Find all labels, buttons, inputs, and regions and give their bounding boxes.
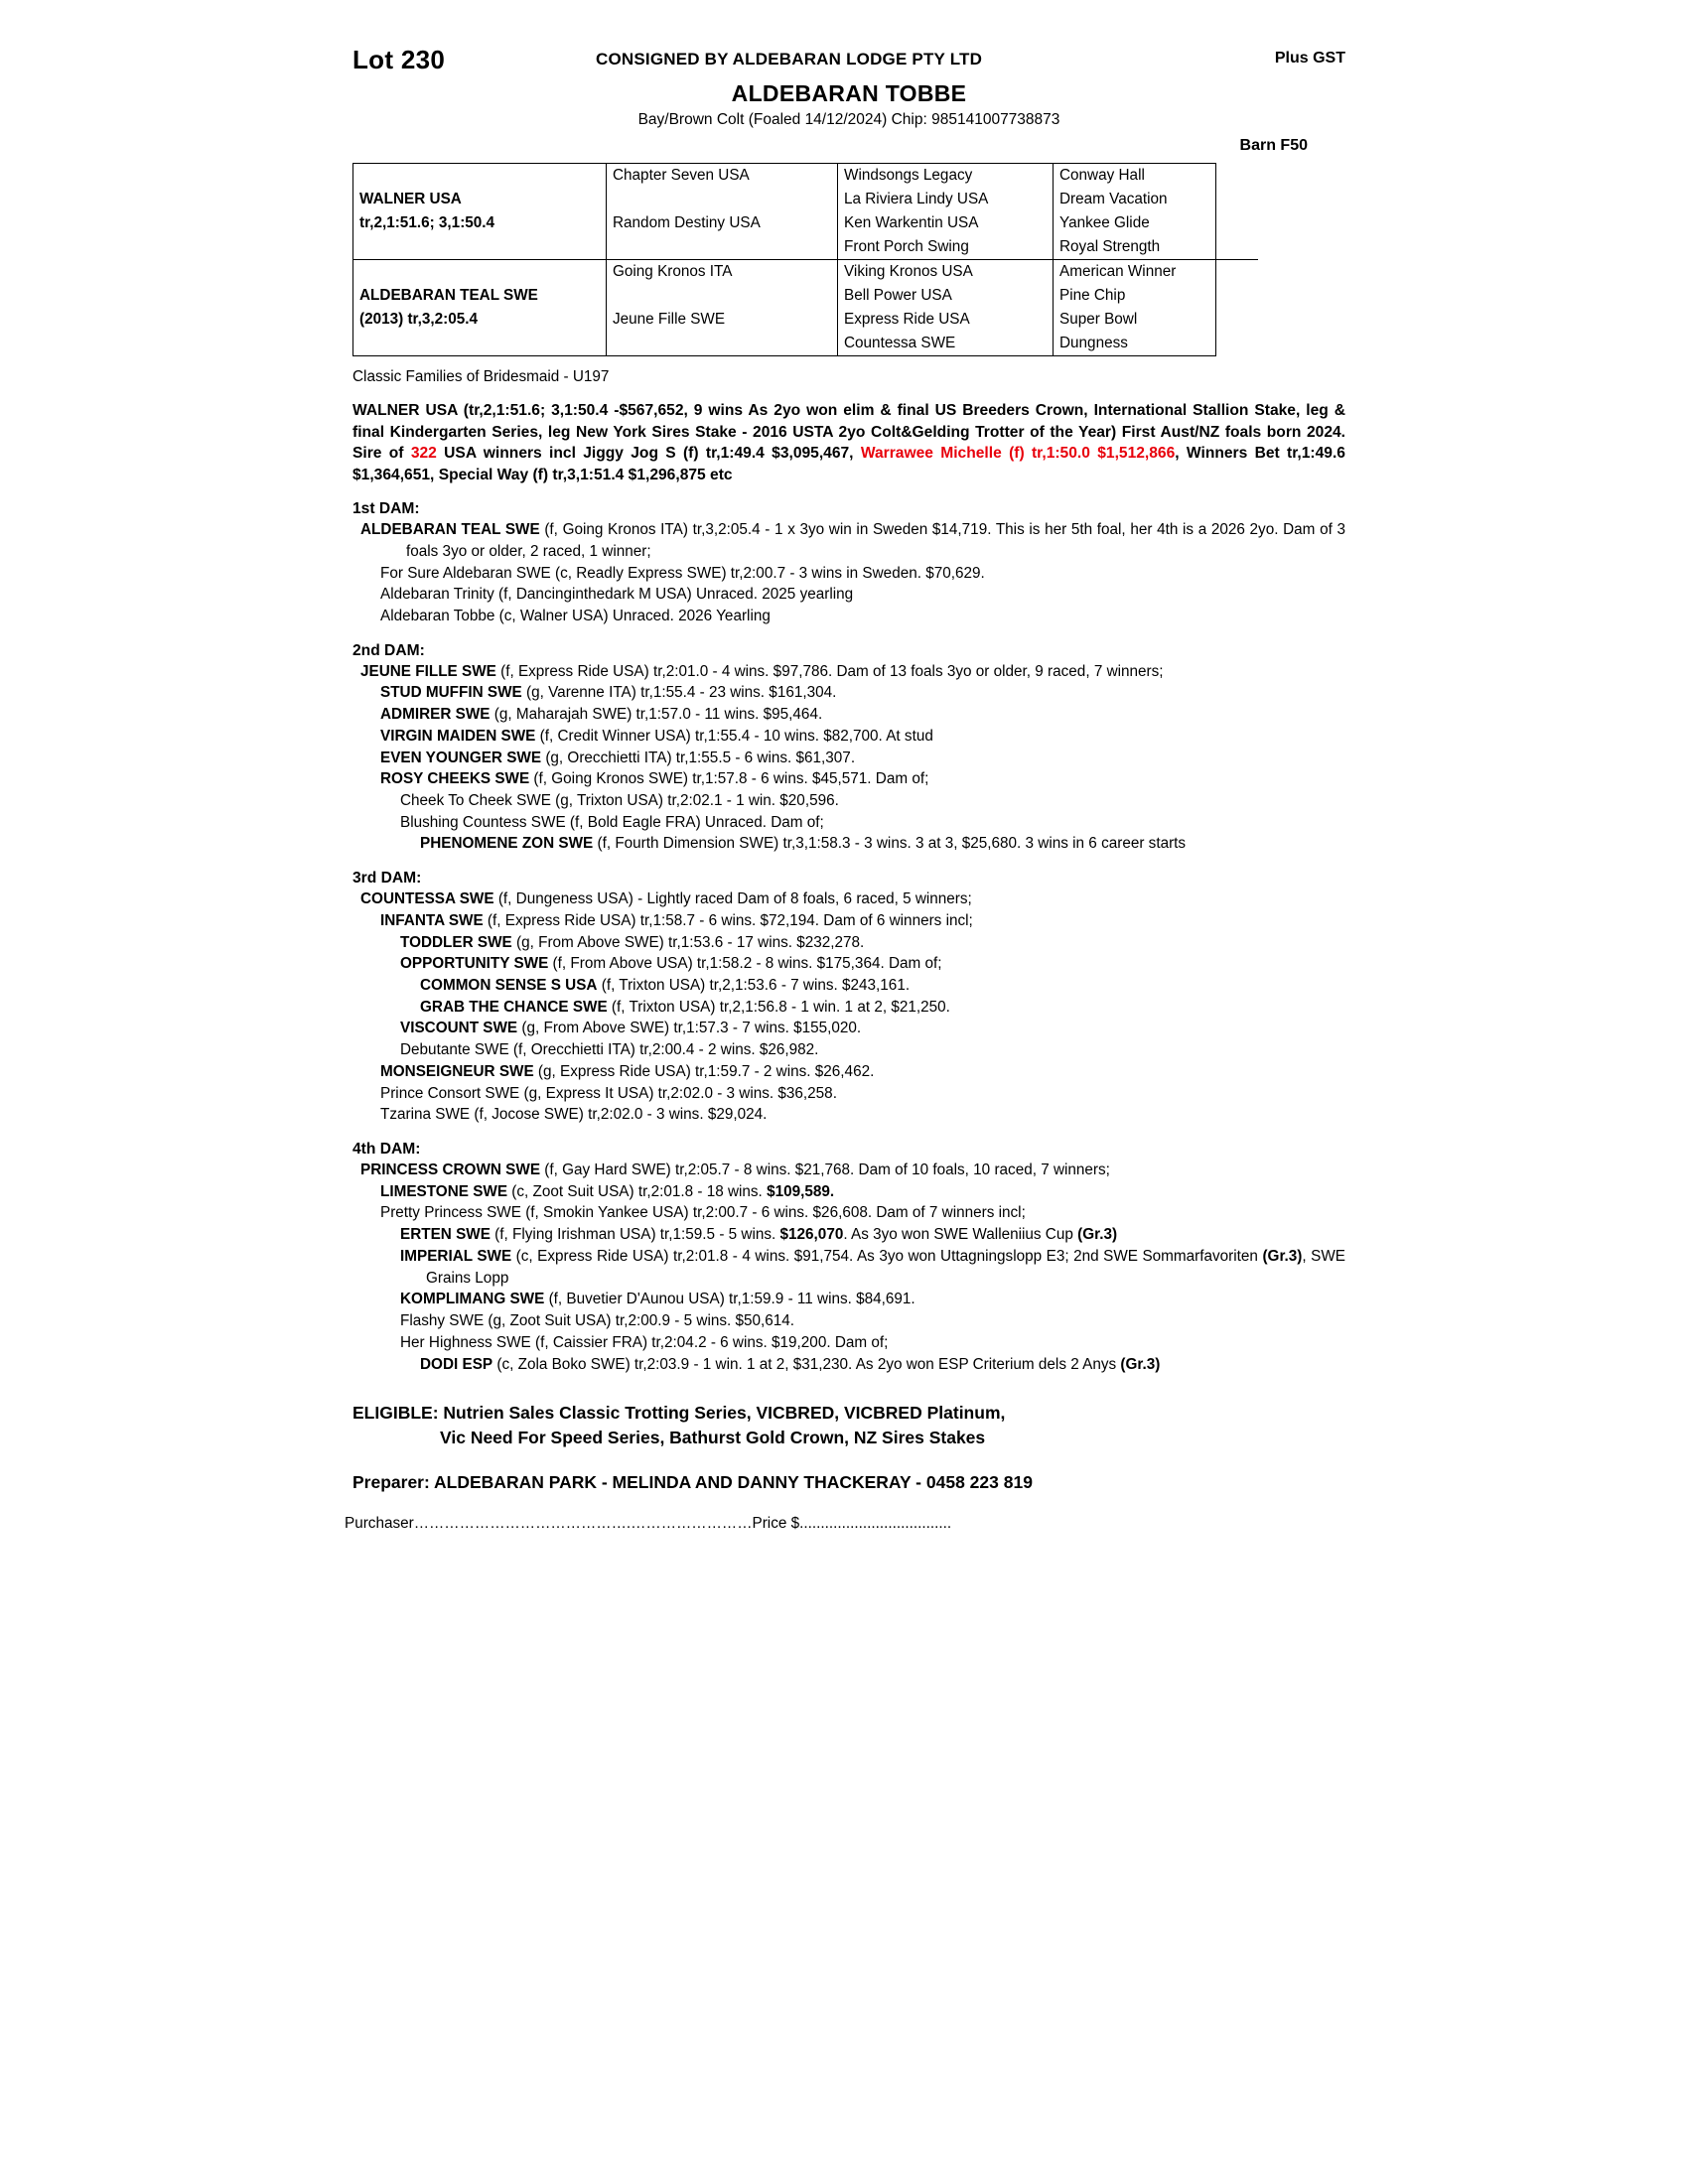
pedigree-gen4: Pine Chip <box>1059 287 1126 304</box>
pedigree-entry-name: PHENOMENE ZON SWE <box>420 835 594 853</box>
pedigree-entry <box>400 812 1345 834</box>
horse-description: Bay/Brown Colt (Foaled 14/12/2024) Chip: 985141007738873 <box>637 111 1060 128</box>
pedigree-entry-detail: (g, Orecchietti ITA) tr,1:55.5 - 6 wins. $61,307. <box>541 749 856 766</box>
pedigree-entry-name: KOMPLIMANG SWE <box>400 1291 545 1308</box>
pedigree-gen3: Countessa SWE <box>838 332 1054 355</box>
pedigree-row <box>353 308 1258 332</box>
pedigree-entry <box>380 1061 1345 1083</box>
eligible-line-2: Vic Need For Speed Series, Bathurst Gold Crown, NZ Sires Stakes <box>440 1428 986 1448</box>
pedigree-entry-detail: (g, Maharajah SWE) tr,1:57.0 - 11 wins. $95,464. <box>490 706 823 724</box>
preparer-line: Preparer: ALDEBARAN PARK - MELINDA AND DANNY THACKERAY - 0458 223 819 <box>352 1471 1033 1492</box>
pedigree-gen1: ALDEBARAN TEAL SWE <box>353 284 607 308</box>
purchaser-line: Purchaser…………………………………….……………………Price $.................................... <box>345 1514 952 1532</box>
dam-heading: 4th DAM: <box>352 1141 421 1159</box>
pedigree-entry-detail: (f, Trixton USA) tr,2,1:53.6 - 7 wins. $243,161. <box>597 977 911 994</box>
lot-number: Lot 230 <box>352 45 446 74</box>
eligible-block <box>352 1401 1345 1450</box>
pedigree-entry <box>400 1018 1345 1039</box>
pedigree-gen1 <box>353 235 607 260</box>
pedigree-entry-name: JEUNE FILLE SWE <box>360 662 496 680</box>
pedigree-entry <box>360 1160 1345 1181</box>
pedigree-entry-name: TODDLER SWE <box>400 933 512 951</box>
dam-heading: 1st DAM: <box>352 500 420 518</box>
pedigree-entry-detail: Tzarina SWE (f, Jocose SWE) tr,2:02.0 - 3 wins. $29,024. <box>380 1106 768 1124</box>
pedigree-gen3: Bell Power USA <box>838 284 1054 308</box>
pedigree-entry <box>400 953 1345 975</box>
pedigree-entry <box>380 1202 1345 1224</box>
pedigree-entry-detail: (f, From Above USA) tr,1:58.2 - 8 wins. $175,364. Dam of; <box>548 955 942 973</box>
pedigree-gen2: Chapter Seven USA <box>607 164 838 188</box>
pedigree-entry <box>400 932 1345 954</box>
pedigree-entry <box>420 997 1345 1019</box>
pedigree-entry-detail: (g, Varenne ITA) tr,1:55.4 - 23 wins. $161,304. <box>521 684 837 702</box>
pedigree-gen3: Ken Warkentin USA <box>838 211 1054 235</box>
pedigree-entry <box>380 748 1345 769</box>
pedigree-entry-detail: (f, Going Kronos SWE) tr,1:57.8 - 6 wins. $45,571. Dam of; <box>529 770 929 788</box>
pedigree-gen3: Express Ride USA <box>838 308 1054 332</box>
sire-text-2: USA winners incl Jiggy Jog S (f) tr,1:49.4 $3,095,467, <box>436 445 861 463</box>
sire-count-highlight: 322 <box>410 445 437 463</box>
pedigree-gen4: Super Bowl <box>1059 311 1138 328</box>
barn-label: Barn F50 <box>1239 137 1308 154</box>
pedigree-entry-name: LIMESTONE SWE <box>380 1182 508 1200</box>
pedigree-entry-name: COMMON SENSE S USA <box>420 977 598 994</box>
pedigree-entry-detail: (c, Express Ride USA) tr,2:01.8 - 4 wins. $91,754. As 3yo won Uttagningslopp E3; 2nd SWE Sommarfavoriten (Gr.3), SWE Grains Lopp <box>426 1247 1346 1287</box>
pedigree-gen1 <box>353 164 607 188</box>
pedigree-entry-detail: Pretty Princess SWE (f, Smokin Yankee USA) tr,2:00.7 - 6 wins. $26,608. Dam of 7 winners incl; <box>380 1204 1026 1222</box>
pedigree-entry <box>400 1289 1345 1310</box>
pedigree-gen4: Conway Hall <box>1059 167 1145 184</box>
plus-gst-label: Plus GST <box>1274 50 1345 67</box>
pedigree-entry <box>380 563 1345 585</box>
pedigree-entry-name: ALDEBARAN TEAL SWE <box>360 521 540 539</box>
pedigree-entry-detail: (c, Zola Boko SWE) tr,2:03.9 - 1 win. 1 at 2, $31,230. As 2yo won ESP Criterium dels 2 Anys (Gr.3) <box>492 1355 1161 1373</box>
header <box>352 45 1345 78</box>
pedigree-entry-name: STUD MUFFIN SWE <box>380 684 522 702</box>
pedigree-entry-detail: (f, Going Kronos ITA) tr,3,2:05.4 - 1 x 3yo win in Sweden $14,719. This is her 5th foal, her 4th is a 2026 2yo. Dam of 3 foals 3yo or older, 2 raced, 1 winner; <box>406 521 1345 560</box>
pedigree-entry-detail: (g, From Above SWE) tr,1:53.6 - 17 wins. $232,278. <box>511 933 865 951</box>
pedigree-entry-detail: (f, Express Ride USA) tr,1:58.7 - 6 wins. $72,194. Dam of 6 winners incl; <box>483 911 973 929</box>
pedigree-gen4: Dungness <box>1059 335 1128 351</box>
pedigree-entry <box>400 1246 1345 1289</box>
pedigree-entry-name: ROSY CHEEKS SWE <box>380 770 530 788</box>
pedigree-entry-name: INFANTA SWE <box>380 911 484 929</box>
pedigree-entry-name: PRINCESS CROWN SWE <box>360 1161 541 1179</box>
pedigree-gen2: Random Destiny USA <box>607 211 838 235</box>
pedigree-entry-name: COUNTESSA SWE <box>360 890 494 908</box>
pedigree-entry <box>380 1104 1345 1126</box>
catalogue-sheet <box>345 45 1346 1533</box>
pedigree-row <box>353 284 1258 308</box>
pedigree-entry-detail: (c, Zoot Suit USA) tr,2:01.8 - 18 wins. <box>507 1182 768 1200</box>
pedigree-gen4: Yankee Glide <box>1059 214 1150 231</box>
pedigree-row <box>353 188 1258 211</box>
pedigree-entry-name: EVEN YOUNGER SWE <box>380 749 542 766</box>
pedigree-entry-detail: (f, Dungeness USA) - Lightly raced Dam of 8 foals, 6 raced, 5 winners; <box>493 890 972 908</box>
pedigree-entry-name: MONSEIGNEUR SWE <box>380 1062 534 1080</box>
pedigree-entry-detail: Aldebaran Trinity (f, Dancinginthedark M USA) Unraced. 2025 yearling <box>380 586 854 604</box>
pedigree-entry <box>400 790 1345 812</box>
pedigree-entry <box>360 661 1345 683</box>
pedigree-gen1 <box>353 260 607 285</box>
dam-heading: 3rd DAM: <box>352 870 422 887</box>
pedigree-entry <box>380 768 1345 790</box>
pedigree-entry-detail: (g, From Above SWE) tr,1:57.3 - 7 wins. $155,020. <box>517 1020 862 1037</box>
pedigree-entry-detail: (f, Express Ride USA) tr,2:01.0 - 4 wins. $97,786. Dam of 13 foals 3yo or older, 9 raced, 7 winners; <box>495 662 1164 680</box>
pedigree-entry-name: VIRGIN MAIDEN SWE <box>380 727 536 745</box>
pedigree-entry-detail: Flashy SWE (g, Zoot Suit USA) tr,2:00.9 - 5 wins. $50,614. <box>400 1312 795 1330</box>
pedigree-entry <box>380 606 1345 627</box>
pedigree-entry <box>380 1083 1345 1105</box>
pedigree-entry-name: VISCOUNT SWE <box>400 1020 518 1037</box>
pedigree-entry-detail: Blushing Countess SWE (f, Bold Eagle FRA) Unraced. Dam of; <box>400 813 824 831</box>
pedigree-row <box>353 164 1258 188</box>
pedigree-entry-detail: Prince Consort SWE (g, Express It USA) tr,2:02.0 - 3 wins. $36,258. <box>380 1084 837 1102</box>
pedigree-gen2 <box>607 332 838 355</box>
classic-families: Classic Families of Bridesmaid - U197 <box>352 368 610 385</box>
pedigree-entry-detail: Cheek To Cheek SWE (g, Trixton USA) tr,2:02.1 - 1 win. $20,596. <box>400 791 839 809</box>
pedigree-gen1 <box>353 332 607 355</box>
pedigree-entry-earnings: $109,589. <box>767 1182 835 1200</box>
pedigree-entry-name: OPPORTUNITY SWE <box>400 955 549 973</box>
pedigree-entry-detail: (f, Credit Winner USA) tr,1:55.4 - 10 wins. $82,700. At stud <box>535 727 933 745</box>
pedigree-gen4: Dream Vacation <box>1059 191 1168 207</box>
pedigree-entry <box>420 833 1345 855</box>
pedigree-entry <box>400 1224 1345 1246</box>
pedigree-entry-detail: (f, Flying Irishman USA) tr,1:59.5 - 5 wins. $126,070. As 3yo won SWE Walleniius Cup (Gr.3) <box>490 1226 1118 1244</box>
pedigree-entry-detail: (f, Fourth Dimension SWE) tr,3,1:58.3 - 3 wins. 3 at 3, $25,680. 3 wins in 6 career starts <box>593 835 1187 853</box>
dam-sections <box>352 500 1345 1375</box>
sire-text-1: WALNER USA (tr,2,1:51.6; 3,1:50.4 -$567,652, 9 wins As 2yo won elim & final US Breeders Crown, International Stallion Stake, leg & final Kindergarten Series, leg New York Sires Stake - 2016 USTA 2yo Colt&Gelding Trotter of the Year) First Aust/NZ foals born 2024. Sire of <box>352 402 1345 463</box>
pedigree-gen4: American Winner <box>1059 263 1177 280</box>
pedigree-gen3: Viking Kronos USA <box>838 260 1054 285</box>
pedigree-entry-name: GRAB THE CHANCE SWE <box>420 998 608 1016</box>
pedigree-gen2: Going Kronos ITA <box>607 260 838 285</box>
consignor-line: CONSIGNED BY ALDEBARAN LODGE PTY LTD <box>596 50 983 68</box>
pedigree-gen2 <box>607 235 838 260</box>
pedigree-gen3: Front Porch Swing <box>838 235 1054 260</box>
pedigree-gen2 <box>607 188 838 211</box>
pedigree-entry <box>360 888 1345 910</box>
pedigree-gen2 <box>607 284 838 308</box>
pedigree-gen3: La Riviera Lindy USA <box>838 188 1054 211</box>
pedigree-row <box>353 260 1258 285</box>
pedigree-gen1: tr,2,1:51.6; 3,1:50.4 <box>353 211 607 235</box>
pedigree-entry-detail: (f, Buvetier D'Aunou USA) tr,1:59.9 - 11 wins. $84,691. <box>544 1291 915 1308</box>
pedigree-gen4: Royal Strength <box>1054 235 1259 260</box>
pedigree-gen3: Windsongs Legacy <box>838 164 1054 188</box>
pedigree-entry-name: ADMIRER SWE <box>380 706 491 724</box>
pedigree-entry <box>360 519 1345 562</box>
pedigree-entry-name: DODI ESP <box>420 1355 493 1373</box>
pedigree-entry <box>400 1332 1345 1354</box>
sire-text-3: , Winners Bet tr,1:49.6 $1,364,651, Special Way (f) tr,3,1:51.4 $1,296,875 etc <box>352 445 1345 483</box>
pedigree-entry-detail: (f, Trixton USA) tr,2,1:56.8 - 1 win. 1 at 2, $21,250. <box>607 998 950 1016</box>
pedigree-entry <box>380 584 1345 606</box>
dam-heading: 2nd DAM: <box>352 641 425 659</box>
eligible-line-1: ELIGIBLE: Nutrien Sales Classic Trotting Series, VICBRED, VICBRED Platinum, <box>352 1403 1006 1424</box>
sire-progeny-highlight: Warrawee Michelle (f) tr,1:50.0 $1,512,866 <box>860 445 1176 463</box>
pedigree-entry <box>380 726 1345 748</box>
pedigree-gen1: WALNER USA <box>353 188 607 211</box>
pedigree-entry <box>420 1354 1345 1376</box>
pedigree-entry <box>380 682 1345 704</box>
pedigree-gen2: Jeune Fille SWE <box>607 308 838 332</box>
pedigree-entry-detail: Her Highness SWE (f, Caissier FRA) tr,2:04.2 - 6 wins. $19,200. Dam of; <box>400 1333 889 1351</box>
pedigree-row <box>353 235 1258 260</box>
pedigree-entry-name: ERTEN SWE <box>400 1226 491 1244</box>
pedigree-row <box>353 211 1258 235</box>
pedigree-row <box>353 332 1258 355</box>
pedigree-entry <box>420 975 1345 997</box>
pedigree-entry-detail: For Sure Aldebaran SWE (c, Readly Express SWE) tr,2:00.7 - 3 wins in Sweden. $70,629. <box>380 564 985 582</box>
pedigree-entry <box>380 1181 1345 1203</box>
pedigree-gen1: (2013) tr,3,2:05.4 <box>353 308 607 332</box>
pedigree-entry-detail: Debutante SWE (f, Orecchietti ITA) tr,2:00.4 - 2 wins. $26,982. <box>400 1041 819 1059</box>
pedigree-entry-detail: Aldebaran Tobbe (c, Walner USA) Unraced. 2026 Yearling <box>380 607 771 624</box>
pedigree-table <box>352 163 1216 356</box>
pedigree-entry <box>380 910 1345 932</box>
sire-paragraph <box>352 400 1345 485</box>
pedigree-entry <box>380 704 1345 726</box>
pedigree-entry-detail: (g, Express Ride USA) tr,1:59.7 - 2 wins. $26,462. <box>533 1062 875 1080</box>
horse-name: ALDEBARAN TOBBE <box>731 80 967 106</box>
pedigree-entry <box>400 1310 1345 1332</box>
pedigree-entry <box>400 1039 1345 1061</box>
pedigree-entry-name: IMPERIAL SWE <box>400 1247 512 1265</box>
pedigree-entry-detail: (f, Gay Hard SWE) tr,2:05.7 - 8 wins. $21,768. Dam of 10 foals, 10 raced, 7 winners; <box>540 1161 1110 1179</box>
